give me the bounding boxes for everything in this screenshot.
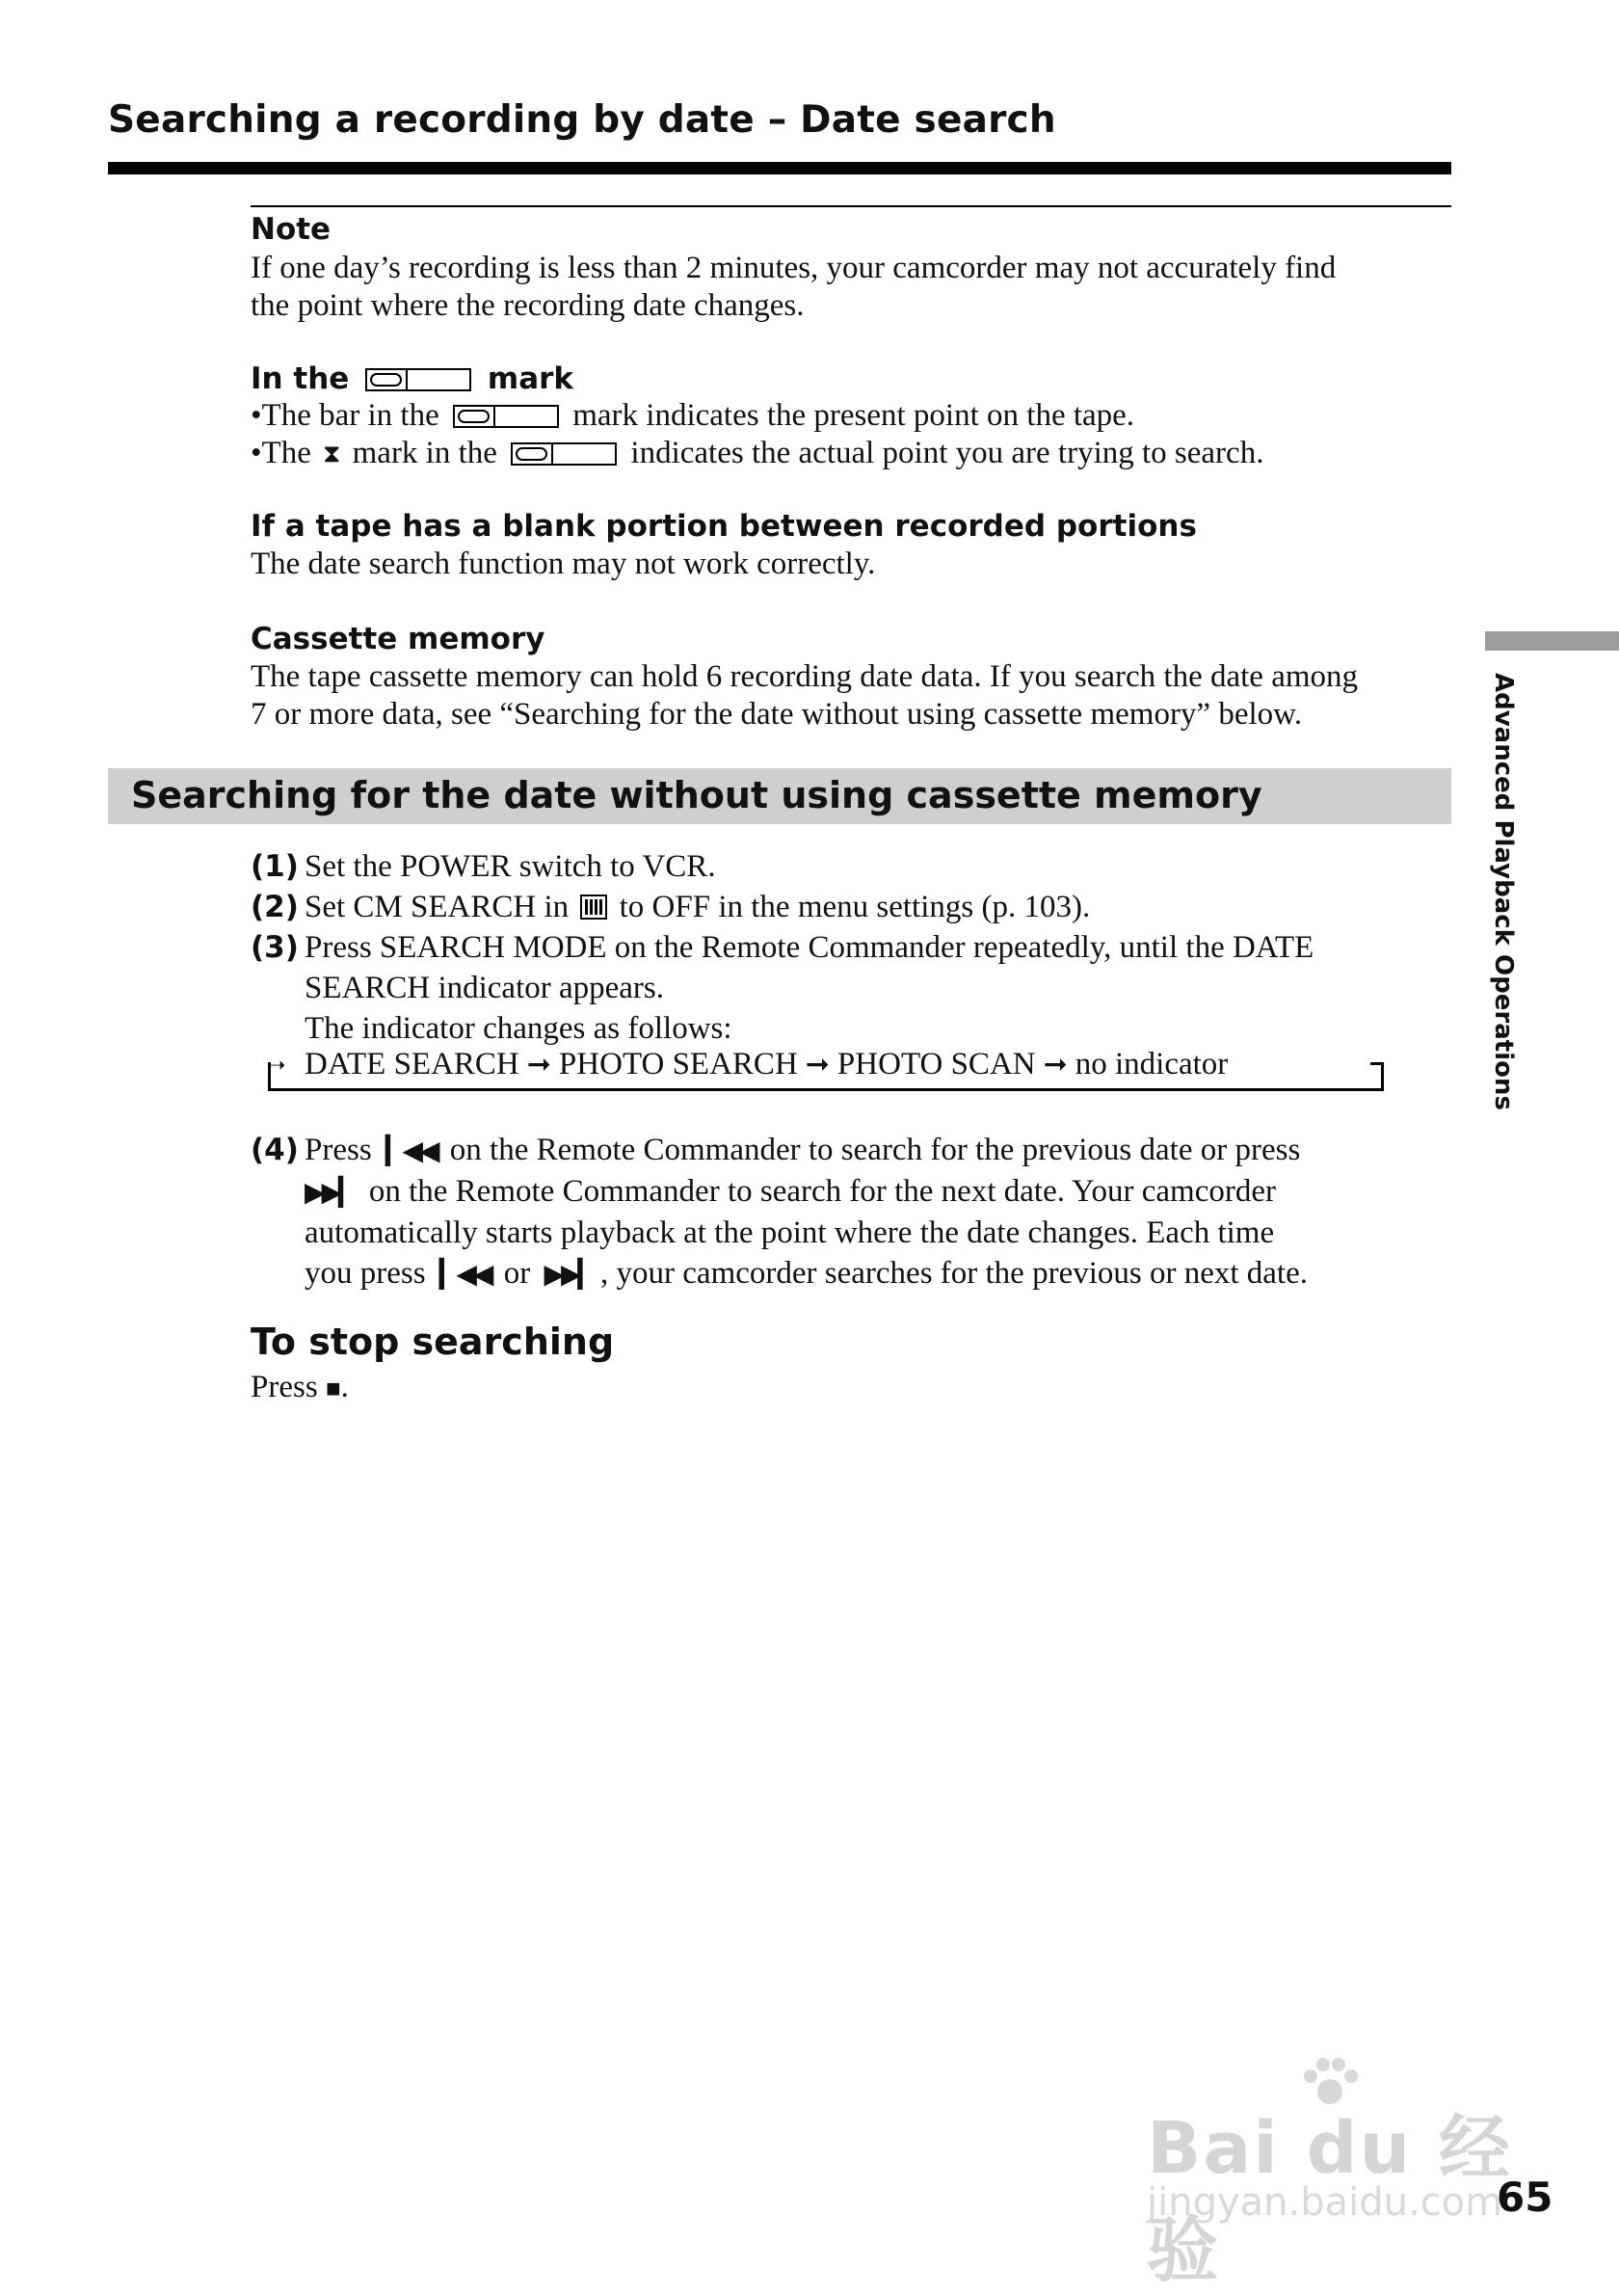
cassette-memory-line: 7 or more data, see “Searching for the date without using cassette memory” below.: [251, 697, 1303, 732]
step-text-part: Set CM SEARCH in: [305, 890, 570, 924]
cassette-memory-heading: Cassette memory: [251, 622, 545, 656]
section-divider: [251, 205, 1451, 207]
step-text-part: or: [503, 1256, 531, 1291]
arrow-right-icon: ➞: [526, 1049, 551, 1081]
bullet-text: indicates the actual point you are trying to search.: [630, 436, 1264, 470]
skip-next-icon: ▶▶▎: [544, 1258, 596, 1290]
hourglass-icon: ⧗: [323, 440, 341, 467]
skip-next-icon: ▶▶▎: [305, 1176, 356, 1208]
note-heading: Note: [251, 212, 332, 247]
tape-mark-bullet-2: [251, 435, 1465, 472]
flow-loop-line: [1370, 1062, 1384, 1065]
step-text-part: on the Remote Commander to search for the next date. Your camcorder: [368, 1174, 1276, 1209]
cassette-memory-line: The tape cassette memory can hold 6 recording date data. If you search the date among: [251, 659, 1359, 694]
tape-position-icon: [365, 368, 471, 391]
flow-item: no indicator: [1075, 1047, 1229, 1081]
step-text: Set the POWER switch to VCR.: [305, 849, 716, 884]
tape-mark-heading-before: In the: [251, 361, 350, 396]
step-text-part: , your camcorder searches for the previous or next date.: [600, 1256, 1308, 1291]
page-title: Searching a recording by date – Date search: [108, 98, 1056, 142]
step-line: SEARCH indicator appears.: [305, 971, 665, 1005]
bullet-text: mark indicates the present point on the tape.: [572, 398, 1135, 433]
tape-mark-bullet-1: [251, 397, 1465, 435]
step-number: (2): [251, 890, 299, 924]
bullet-text: •The bar in the: [251, 398, 439, 433]
skip-previous-icon: ▎◀◀: [385, 1135, 437, 1166]
arrow-right-icon: ➞: [805, 1049, 830, 1081]
step-text-part: to OFF in the menu settings (p. 103).: [619, 890, 1091, 924]
page-number: 65: [1497, 2174, 1553, 2221]
flow-item: DATE SEARCH: [305, 1047, 519, 1081]
tape-mark-heading: [251, 361, 573, 396]
blank-portion-heading: If a tape has a blank portion between recorded portions: [251, 509, 1197, 544]
indicator-flow: [268, 1045, 1384, 1099]
step-text: [305, 887, 1465, 927]
flow-loop-line: [1381, 1062, 1384, 1091]
bullet-text: •The: [251, 436, 311, 470]
note-text: [251, 250, 1465, 325]
step-4: [251, 1130, 1465, 1295]
note-line: If one day’s recording is less than 2 minutes, your camcorder may not accurately find: [251, 251, 1337, 285]
step-line: automatically starts playback at the point where the date changes. Each time: [305, 1215, 1275, 1250]
flow-loop-line: [268, 1088, 1384, 1091]
bullet-text: mark in the: [352, 436, 497, 470]
cassette-memory-text: [251, 658, 1465, 734]
step-1: [251, 846, 1465, 887]
tape-position-icon: [511, 442, 617, 466]
step-number: (3): [251, 930, 299, 965]
section-title: Searching for the date without using cassette memory: [131, 774, 1262, 816]
arrow-right-icon: ➞: [1043, 1049, 1068, 1081]
cassette-memory-icon: [580, 894, 607, 920]
section-band: [108, 768, 1451, 824]
flow-text: [305, 1047, 1228, 1082]
stop-text-part: Press: [251, 1370, 318, 1404]
stop-text: [251, 1369, 1465, 1407]
stop-text-part: .: [340, 1370, 349, 1404]
step-number: (1): [251, 849, 299, 884]
title-rule: [108, 162, 1451, 174]
watermark-text: Bai du 经验: [1147, 2107, 1512, 2292]
step-text-part: you press: [305, 1256, 426, 1291]
side-section-label: Advanced Playback Operations: [1489, 673, 1518, 1110]
step-text: [305, 927, 1465, 1049]
step-3: [251, 927, 1465, 1049]
step-line: Press SEARCH MODE on the Remote Commander repeatedly, until the DATE: [305, 930, 1314, 965]
stop-heading: To stop searching: [251, 1321, 615, 1363]
blank-portion-text: The date search function may not work correctly.: [251, 547, 876, 581]
watermark: [1147, 2053, 1513, 2292]
side-tab-marker: [1485, 631, 1619, 651]
step-text-part: on the Remote Commander to search for the previous date or press: [449, 1133, 1301, 1167]
arrow-right-icon: ➝: [268, 1053, 286, 1077]
skip-previous-icon: ▎◀◀: [438, 1258, 491, 1290]
step-line: The indicator changes as follows:: [305, 1011, 732, 1046]
step-text-part: Press: [305, 1133, 372, 1167]
note-line: the point where the recording date changes.: [251, 288, 805, 323]
flow-item: PHOTO SCAN: [836, 1047, 1036, 1081]
flow-item: PHOTO SEARCH: [558, 1047, 798, 1081]
tape-mark-heading-after: mark: [487, 361, 574, 396]
step-2: [251, 887, 1465, 927]
step-number: (4): [251, 1133, 299, 1167]
watermark-url: jingyan.baidu.com: [1147, 2180, 1503, 2225]
step-text: [305, 1130, 1465, 1295]
stop-icon: ■: [325, 1375, 341, 1402]
tape-position-icon: [453, 405, 559, 428]
